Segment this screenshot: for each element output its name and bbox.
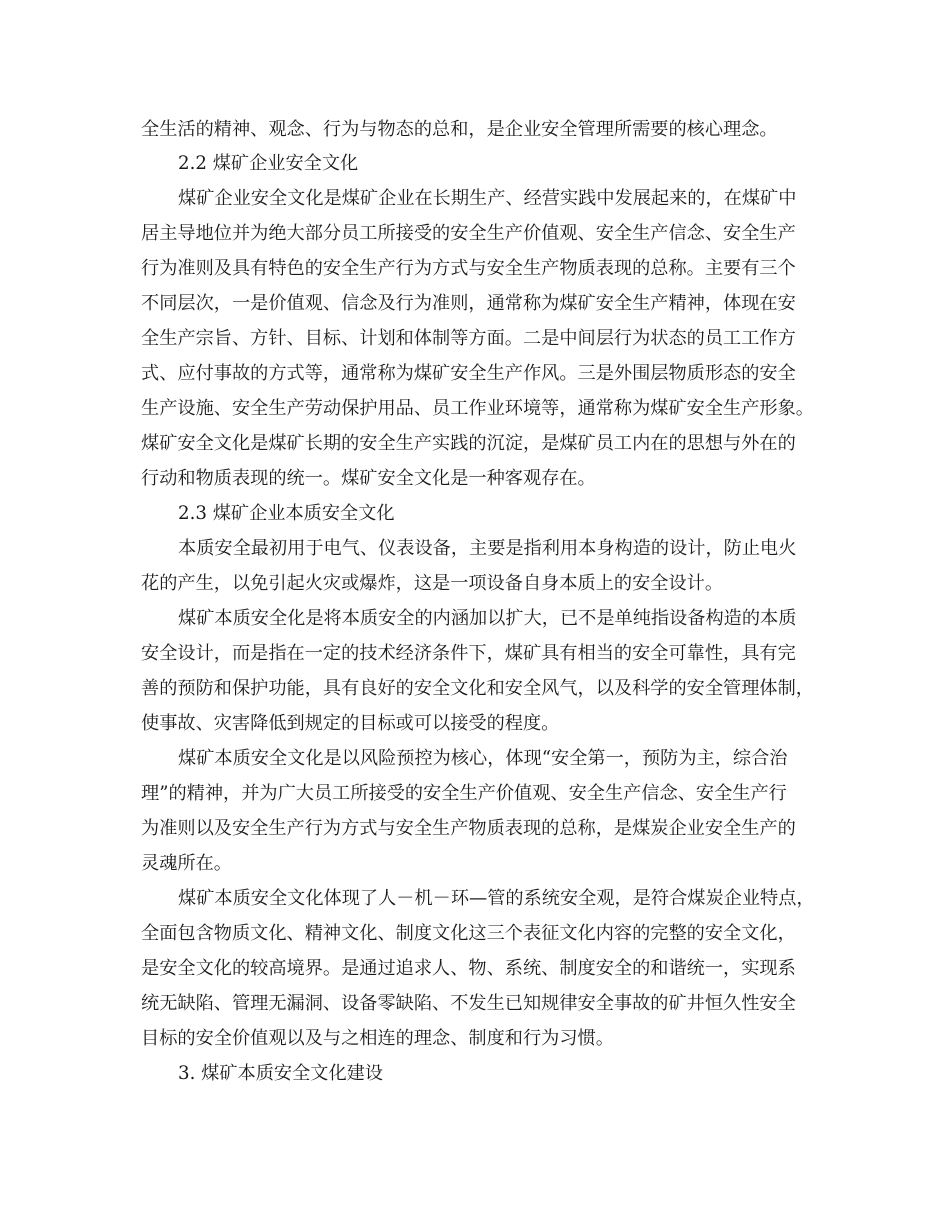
text-line: 花的产生，以免引起火灾或爆炸，这是一项设备自身本质上的安全设计。: [141, 573, 724, 594]
text-line: 不同层次，一是价值观、信念及行为准则，通常称为煤矿安全生产精神，体现在安: [141, 293, 796, 314]
text-line: 为准则以及安全生产行为方式与安全生产物质表现的总称，是煤炭企业安全生产的: [141, 818, 796, 839]
text-line: 理”的精神，并为广大员工所接受的安全生产价值观、安全生产信念、安全生产行: [141, 783, 787, 804]
text-line: 煤矿企业安全文化是煤矿企业在长期生产、经营实践中发展起来的，在煤矿中: [178, 188, 797, 209]
text-line: 善的预防和保护功能，具有良好的安全文化和安全风气，以及科学的安全管理体制，: [141, 678, 814, 699]
text-line: 煤矿本质安全化是将本质安全的内涵加以扩大，已不是单纯指设备构造的本质: [178, 608, 797, 629]
text-line: 目标的安全价值观以及与之相连的理念、制度和行为习惯。: [141, 1028, 614, 1049]
text-line: 本质安全最初用于电气、仪表设备，主要是指利用本身构造的设计，防止电火: [178, 538, 797, 559]
section-heading: 3. 煤矿本质安全文化建设: [178, 1063, 384, 1084]
text-line: 使事故、灾害降低到规定的目标或可以接受的程度。: [141, 713, 560, 734]
text-line: 居主导地位并为绝大部分员工所接受的安全生产价值观、安全生产信念、安全生产: [141, 223, 796, 244]
text-line: 全面包含物质文化、精神文化、制度文化这三个表征文化内容的完整的安全文化，: [141, 923, 796, 944]
text-line: 式、应付事故的方式等，通常称为煤矿安全生产作风。三是外围层物质形态的安全: [141, 363, 796, 384]
text-line: 全生活的精神、观念、行为与物态的总和，是企业安全管理所需要的核心理念。: [141, 119, 778, 140]
text-line: 全生产宗旨、方针、目标、计划和体制等方面。二是中间层行为状态的员工工作方: [141, 328, 796, 349]
section-heading: 2.3 煤矿企业本质安全文化: [178, 503, 395, 524]
text-line: 煤矿安全文化是煤矿长期的安全生产实践的沉淀，是煤矿员工内在的思想与外在的: [141, 433, 796, 454]
text-line: 行为准则及具有特色的安全生产行为方式与安全生产物质表现的总称。主要有三个: [141, 258, 796, 279]
text-line: 安全设计，而是指在一定的技术经济条件下，煤矿具有相当的安全可靠性，具有完: [141, 643, 796, 664]
text-line: 煤矿本质安全文化体现了人－机－环—管的系统安全观，是符合煤炭企业特点，: [178, 888, 815, 909]
section-heading: 2.2 煤矿企业安全文化: [178, 153, 359, 174]
text-line: 是安全文化的较高境界。是通过追求人、物、系统、制度安全的和谐统一，实现系: [141, 958, 796, 979]
text-line: 行动和物质表现的统一。煤矿安全文化是一种客观存在。: [141, 468, 596, 489]
text-line: 灵魂所在。: [141, 853, 232, 874]
text-line: 统无缺陷、管理无漏洞、设备零缺陷、不发生已知规律安全事故的矿井恒久性安全: [141, 993, 796, 1014]
text-line: 生产设施、安全生产劳动保护用品、员工作业环境等，通常称为煤矿安全生产形象。: [141, 398, 814, 419]
text-line: 煤矿本质安全文化是以风险预控为核心，体现“安全第一，预防为主，综合治: [178, 748, 788, 769]
